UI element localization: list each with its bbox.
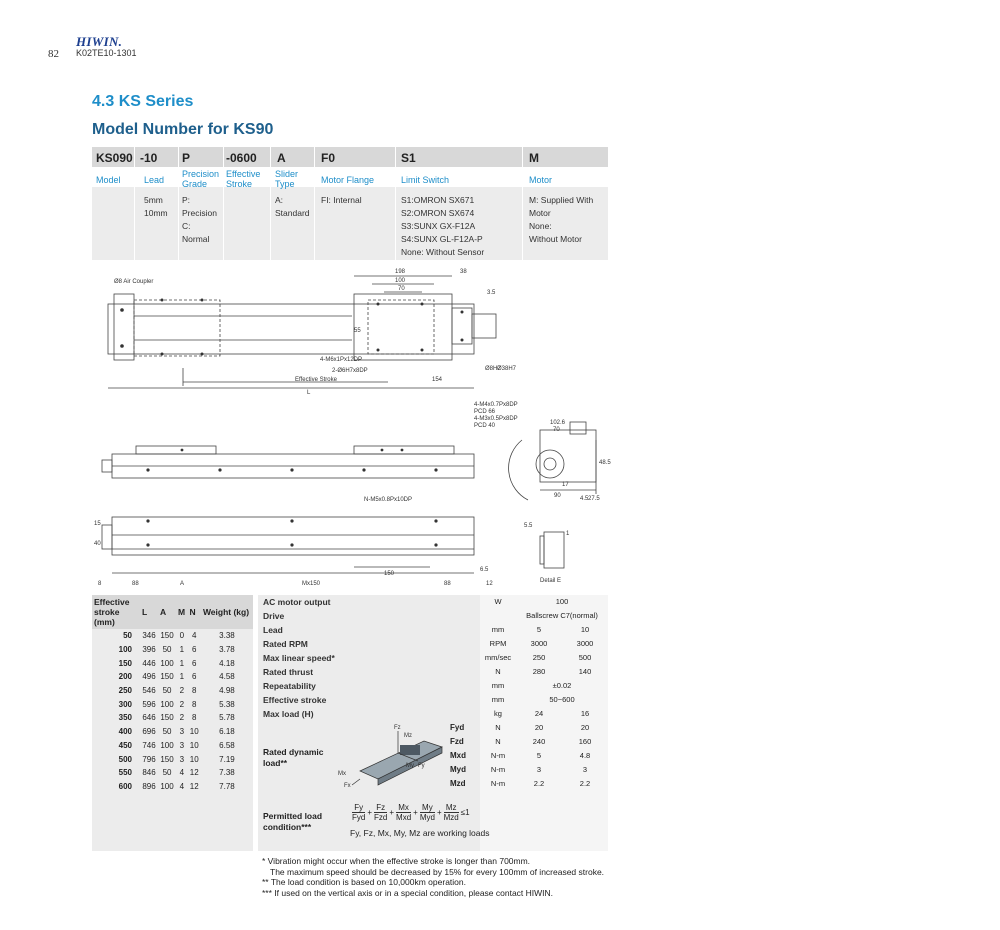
lead-options: 5mm 10mm [144,195,168,218]
formula-fraction: Mz Mzd [443,803,459,822]
pcd66-label: PCD 66 [474,409,496,415]
table-cell: 3 [179,727,185,737]
table-cell: 746 [142,740,156,750]
table-cell: 3 [179,740,185,750]
dim-4-5: 4.5 [580,496,589,502]
dim-150: 150 [384,571,395,577]
axis-fy: Fy [418,763,425,769]
table-cell: 4 [179,781,185,791]
table-cell: 896 [142,781,156,791]
table-cell: 100 [160,658,174,668]
table-cell: 1 [179,645,185,655]
table-row [92,643,253,657]
table-cell: 346 [142,631,156,641]
table-cell: 8 [192,713,197,723]
table-cell: 50 [162,686,172,696]
model-title: Model Number for KS90 [92,121,274,138]
table-cell: 1 [179,672,185,682]
section-title: 4.3 KS Series [92,93,194,110]
dim-48-5: 48.5 [599,460,611,466]
table-cell: 200 [118,672,132,682]
table-cell: 600 [118,781,132,791]
row-drive: Drive Ballscrew C7(normal) [263,611,598,621]
length-label: L [307,390,311,396]
dim-102-6: 102.6 [550,420,566,426]
load-formula: Fy Fyd + Fz Fzd + Mx Mxd + My Myd + Mz Mzd ≤1 [352,803,470,822]
footnotes [262,856,604,898]
table-cell: 150 [160,631,174,641]
pcd40-label: PCD 40 [474,423,496,429]
table-cell: 8 [192,699,197,709]
dynamic-load-label: Rated dynamic load** [263,747,324,768]
model-number-table [92,147,608,260]
hdr-stroke: Effective stroke (mm) [92,595,140,629]
dim-38h7: Ø38H7 [497,366,517,372]
table-cell: 6 [192,672,197,682]
dyn-load-row: Mxd N-m 5 4.8 [450,751,591,760]
label-flange: Motor Flange [321,175,375,185]
bottom-tap-label: N-M5x0.8Px10DP [364,497,413,503]
code-lead: -10 [140,151,158,165]
flange-options: FI: Internal [321,195,362,205]
code-precision: P [182,151,191,165]
table-cell: 0 [179,631,185,641]
dim-55: 55 [354,328,361,334]
table-cell: 696 [142,727,156,737]
hdr-n: N [188,595,201,629]
tap4-label: 4-M3x0.5Px8DP [474,416,518,422]
dim-17: 17 [562,482,569,488]
dim-mx150: Mx150 [302,581,321,587]
table-cell: 150 [160,754,174,764]
row-max-load: Max load (H) kg 24 16 [263,709,590,719]
table-cell: 2 [179,713,185,723]
table-row [92,670,253,684]
tap1-label: 4-M6x1Px12DP [320,357,363,363]
table-cell: 546 [142,686,156,696]
top-view-drawing [92,268,517,398]
table-cell: 7.78 [219,781,235,791]
table-cell: 450 [118,740,132,750]
code-model: KS090 [96,151,133,165]
effective-stroke-label: Effective Stroke [295,377,337,383]
dim-6-5: 6.5 [480,567,489,573]
hdr-l: L [140,595,158,629]
dyn-load-row: Myd N-m 3 3 [450,765,588,774]
table-row [92,780,253,794]
air-coupler-label: Ø8 Air Coupler [114,279,154,285]
table-cell: 10 [189,754,199,764]
table-cell: 4 [192,631,197,641]
axis-fz: Fz [394,725,401,731]
dim-100: 100 [395,278,406,284]
formula-fraction: Fy Fyd [352,803,366,822]
table-cell: 100 [160,740,174,750]
table-cell: 5.38 [219,699,235,709]
tap3-label: 4-M4x0.7Px8DP [474,402,518,408]
table-cell: 10 [189,727,199,737]
note-2: ** The load condition is based on 10,000km operation. [262,877,466,887]
table-cell: 250 [118,686,132,696]
label-slider: Slider Type [275,169,299,189]
table-cell: 400 [118,727,132,737]
permitted-load-label: Permitted load condition*** [263,811,323,832]
note-1b: The maximum speed should be decreased by 15% for every 100mm of increased stroke. [270,866,605,877]
dim-a: A [180,581,185,587]
table-cell: 8 [192,686,197,696]
table-cell: 2 [179,686,185,696]
table-cell: 646 [142,713,156,723]
hiwin-logo: HIWIN. [76,34,123,49]
formula-note: Fy, Fz, Mx, My, Mz are working loads [350,828,490,838]
tap2-label: 2-Ø6H7x8DP [332,368,368,374]
note-3: *** If used on the vertical axis or in a special condition, please contact HIWIN. [262,887,554,898]
dim-27-5: 27.5 [588,496,600,502]
table-row [92,629,253,643]
table-cell: 350 [118,713,132,723]
label-motor: Motor [529,175,553,185]
table-cell: 100 [160,781,174,791]
spec-table [258,595,608,851]
switch-options: S1:OMRON SX671 S2:OMRON SX674 S3:SUNX GX-F12A S4:SUNX GL-F12A-P None: Without Sensor [401,195,485,257]
table-cell: 150 [118,658,132,668]
formula-fraction: Mx Mxd [396,803,412,822]
table-cell: 7.19 [219,754,235,764]
hdr-a: A [158,595,176,629]
row-lead: Lead mm 5 10 [263,625,590,635]
table-cell: 446 [142,658,156,668]
row-rpm: Rated RPM RPM 3000 3000 [263,639,594,649]
page-number: 82 [48,48,59,60]
table-cell: 6 [192,645,197,655]
table-cell: 50 [162,768,172,778]
dim-8h7: Ø8H7 [485,366,501,372]
table-row [92,739,253,753]
code-stroke: -0600 [226,151,257,165]
code-flange: F0 [321,151,336,165]
table-cell: 596 [142,699,156,709]
dim-5-5: 5.5 [524,523,533,529]
stroke-table [92,595,253,851]
table-cell: 2 [179,699,185,709]
table-cell: 496 [142,672,156,682]
row-repeatability: Repeatability mm ±0.02 [263,681,572,691]
formula-fraction: Fz Fzd [374,803,388,822]
table-cell: 5.78 [219,713,235,723]
table-cell: 50 [162,645,172,655]
side-view-drawing [92,440,492,485]
dim-15: 15 [94,521,101,527]
bottom-view-drawing [92,495,512,587]
table-cell: 846 [142,768,156,778]
dim-198: 198 [395,269,406,275]
table-cell: 150 [160,713,174,723]
label-stroke: Effective Stroke [226,169,261,189]
table-cell: 10 [189,740,199,750]
table-cell: 4.58 [219,672,235,682]
table-cell: 6.18 [219,727,235,737]
dim-12: 12 [486,581,493,587]
formula-fraction: My Myd [419,803,435,822]
table-cell: 4 [179,768,185,778]
doc-code: K02TE10-1301 [76,48,137,58]
table-cell: 12 [189,768,199,778]
dim-8: 8 [98,581,102,587]
table-cell: 100 [118,645,132,655]
dim-88l: 88 [132,581,139,587]
label-precision: Precision Grade [182,169,220,189]
table-cell: 6 [192,658,197,668]
row-speed: Max linear speed* mm/sec 250 500 [263,653,592,663]
code-motor: M [529,151,539,165]
dim-70b: 70 [553,427,560,433]
axis-fx: Fx [344,783,351,789]
detail-e-label: Detail E [540,578,562,584]
code-switch: S1 [401,151,416,165]
axis-mz: Mz [404,733,412,739]
table-cell: 50 [162,727,172,737]
precision-options: P: Precision C: Normal [182,195,217,244]
detail-e-drawing [520,520,590,586]
table-cell: 300 [118,699,132,709]
table-row [92,656,253,670]
hdr-m: M [176,595,188,629]
table-cell: 12 [189,781,199,791]
dim-40: 40 [94,541,101,547]
table-cell: 1 [179,658,185,668]
motor-options: M: Supplied With Motor None: Without Motor [529,195,594,244]
table-row [92,711,253,725]
table-row [92,766,253,780]
row-ac-motor: AC motor output W 100 [263,597,569,607]
label-switch: Limit Switch [401,175,450,185]
dim-88r: 88 [444,581,451,587]
table-cell: 7.38 [219,768,235,778]
table-cell: 4.18 [219,658,235,668]
dim-90: 90 [554,493,561,499]
table-cell: 100 [160,699,174,709]
table-row [92,752,253,766]
dim-70: 70 [398,286,405,292]
dyn-load-row: Fyd N 20 20 [450,723,590,732]
label-model: Model [96,175,121,185]
dim-1: 1 [566,531,570,537]
table-cell: 50 [123,631,132,641]
axis-mx: Mx [338,771,346,777]
dim-154: 154 [432,377,443,383]
table-cell: 6.58 [219,740,235,750]
table-row [92,697,253,711]
table-cell: 796 [142,754,156,764]
code-slider: A [277,151,286,165]
dim-38: 38 [460,269,467,275]
label-lead: Lead [144,175,165,185]
dyn-load-row: Fzd N 240 160 [450,737,592,746]
dim-3-5: 3.5 [487,290,496,296]
table-cell: 500 [118,754,132,764]
table-row [92,684,253,698]
row-stroke: Effective stroke mm 50~600 [263,695,575,705]
table-cell: 4.98 [219,686,235,696]
table-cell: 3 [179,754,185,764]
table-cell: 150 [160,672,174,682]
note-1: * Vibration might occur when the effective stroke is longer than 700mm. [262,856,531,866]
table-cell: 3.38 [219,631,235,641]
table-cell: 396 [142,645,156,655]
hdr-weight: Weight (kg) [201,595,253,629]
slider-options: A: Standard [275,195,310,218]
axis-my: My [406,763,414,769]
dyn-load-row: Mzd N-m 2.2 2.2 [450,779,591,788]
table-cell: 550 [118,768,132,778]
row-thrust: Rated thrust N 280 140 [263,667,592,677]
table-row [92,725,253,739]
table-cell: 3.78 [219,645,235,655]
